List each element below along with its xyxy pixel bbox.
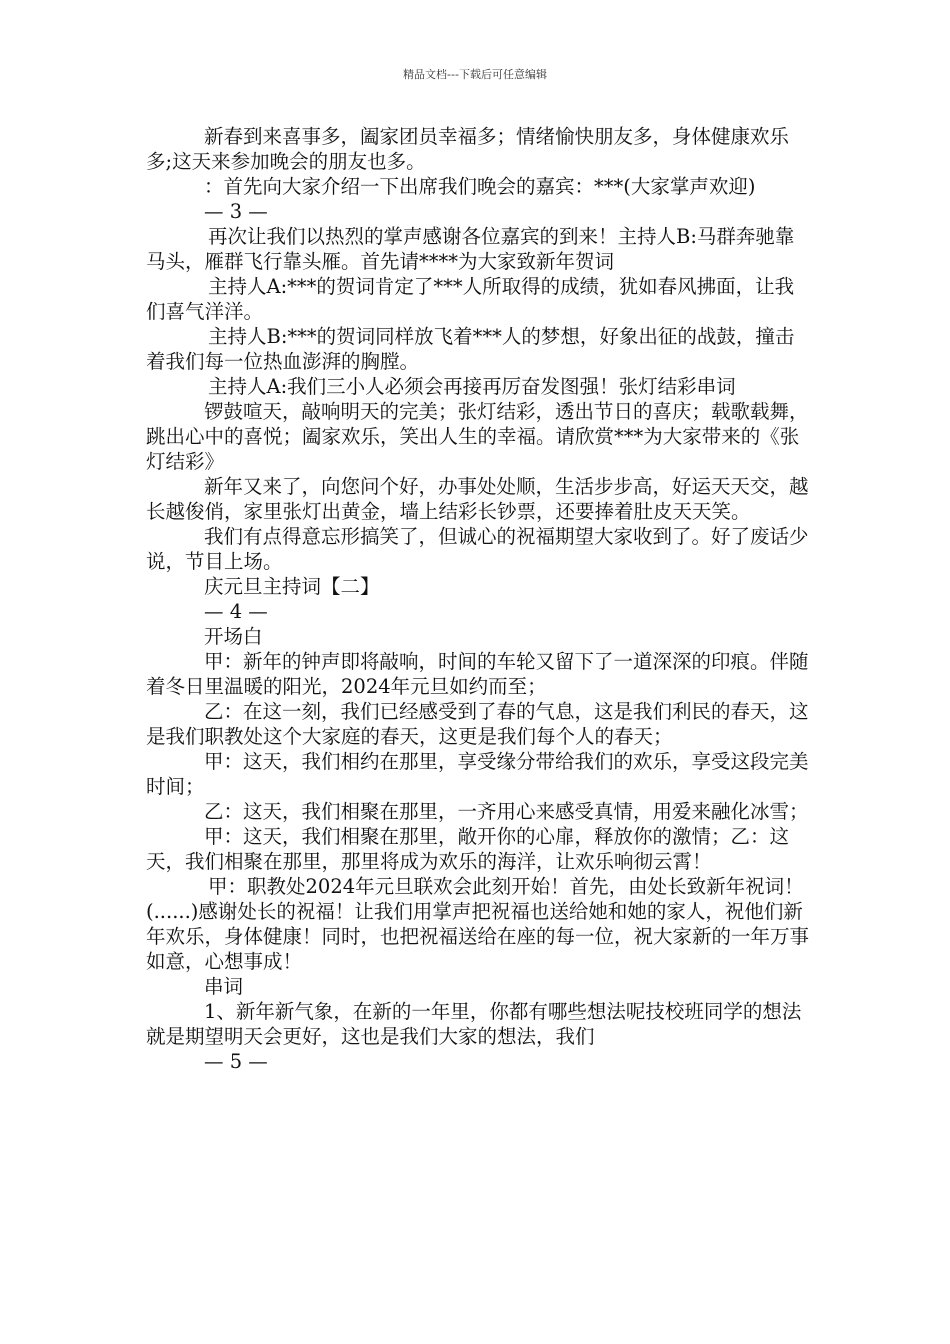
page-number: — 3 — bbox=[204, 200, 268, 223]
paragraph: 乙：在这一刻，我们已经感受到了春的气息，这是我们利民的春天，这是我们职教处这个大家庭的春天，这更是我们每个人的春天； bbox=[146, 700, 809, 748]
paragraph: 庆元旦主持词【二】 bbox=[204, 575, 380, 598]
paragraph: 主持人A:***的贺词肯定了***人所取得的成绩，犹如春风拂面，让我们喜气洋洋。 bbox=[146, 275, 795, 323]
document-body bbox=[146, 124, 812, 1074]
page-header: 精品文档---下载后可任意编辑 bbox=[403, 68, 547, 81]
paragraph: 新年又来了，向您问个好，办事处处顺，生活步步高，好运天天交，越长越俊俏，家里张灯出黄金，墙上结彩长钞票，还要捧着肚皮天天笑。 bbox=[146, 475, 809, 523]
paragraph: 锣鼓喧天，敲响明天的完美；张灯结彩，透出节日的喜庆；载歌载舞，跳出心中的喜悦；阖家欢乐，笑出人生的幸福。请欣赏***为大家带来的《张灯结彩》 bbox=[146, 400, 809, 473]
paragraph: ：首先向大家介绍一下出席我们晚会的嘉宾：***(大家掌声欢迎) bbox=[204, 175, 756, 198]
page-number: — 4 — bbox=[204, 600, 268, 623]
paragraph: 1、新年新气象，在新的一年里，你都有哪些想法呢技校班同学的想法就是期望明天会更好，这也是我们大家的想法，我们 bbox=[146, 1000, 802, 1048]
page-number: — 5 — bbox=[204, 1050, 268, 1073]
paragraph: 再次让我们以热烈的掌声感谢各位嘉宾的到来！主持人B:马群奔驰靠马头，雁群飞行靠头雁。首先请****为大家致新年贺词 bbox=[146, 225, 795, 273]
paragraph: 甲：职教处2024年元旦联欢会此刻开始！首先，由处长致新年祝词！(......)感谢处长的祝福！让我们用掌声把祝福也送给她和她的家人，祝他们新年欢乐，身体健康！同时，也把祝福送给在座的每一位，祝大家新的一年万事如意，心想事成！ bbox=[146, 875, 810, 973]
paragraph: 新春到来喜事多，阖家团员幸福多；情绪愉快朋友多，身体健康欢乐多;这天来参加晚会的朋友也多。 bbox=[146, 125, 790, 173]
paragraph: 乙：这天，我们相聚在那里，一齐用心来感受真情，用爱来融化冰雪； bbox=[204, 800, 809, 823]
paragraph: 我们有点得意忘形搞笑了，但诚心的祝福期望大家收到了。好了废话少说，节目上场。 bbox=[146, 525, 809, 573]
paragraph: 串词 bbox=[204, 975, 244, 998]
paragraph: 主持人B:***的贺词同样放飞着***人的梦想，好象出征的战鼓，撞击着我们每一位热血澎湃的胸膛。 bbox=[146, 325, 795, 373]
paragraph: 开场白 bbox=[204, 625, 263, 648]
paragraph: 主持人A:我们三小人必须会再接再厉奋发图强！张灯结彩串词 bbox=[208, 375, 736, 398]
paragraph: 甲：这天，我们相约在那里，享受缘分带给我们的欢乐，享受这段完美时间； bbox=[146, 750, 809, 798]
paragraph: 甲：这天，我们相聚在那里，敞开你的心扉，释放你的激情；乙：这天，我们相聚在那里，那里将成为欢乐的海洋，让欢乐响彻云霄！ bbox=[146, 825, 790, 873]
paragraph: 甲：新年的钟声即将敲响，时间的车轮又留下了一道深深的印痕。伴随着冬日里温暖的阳光，2024年元旦如约而至； bbox=[146, 650, 809, 698]
